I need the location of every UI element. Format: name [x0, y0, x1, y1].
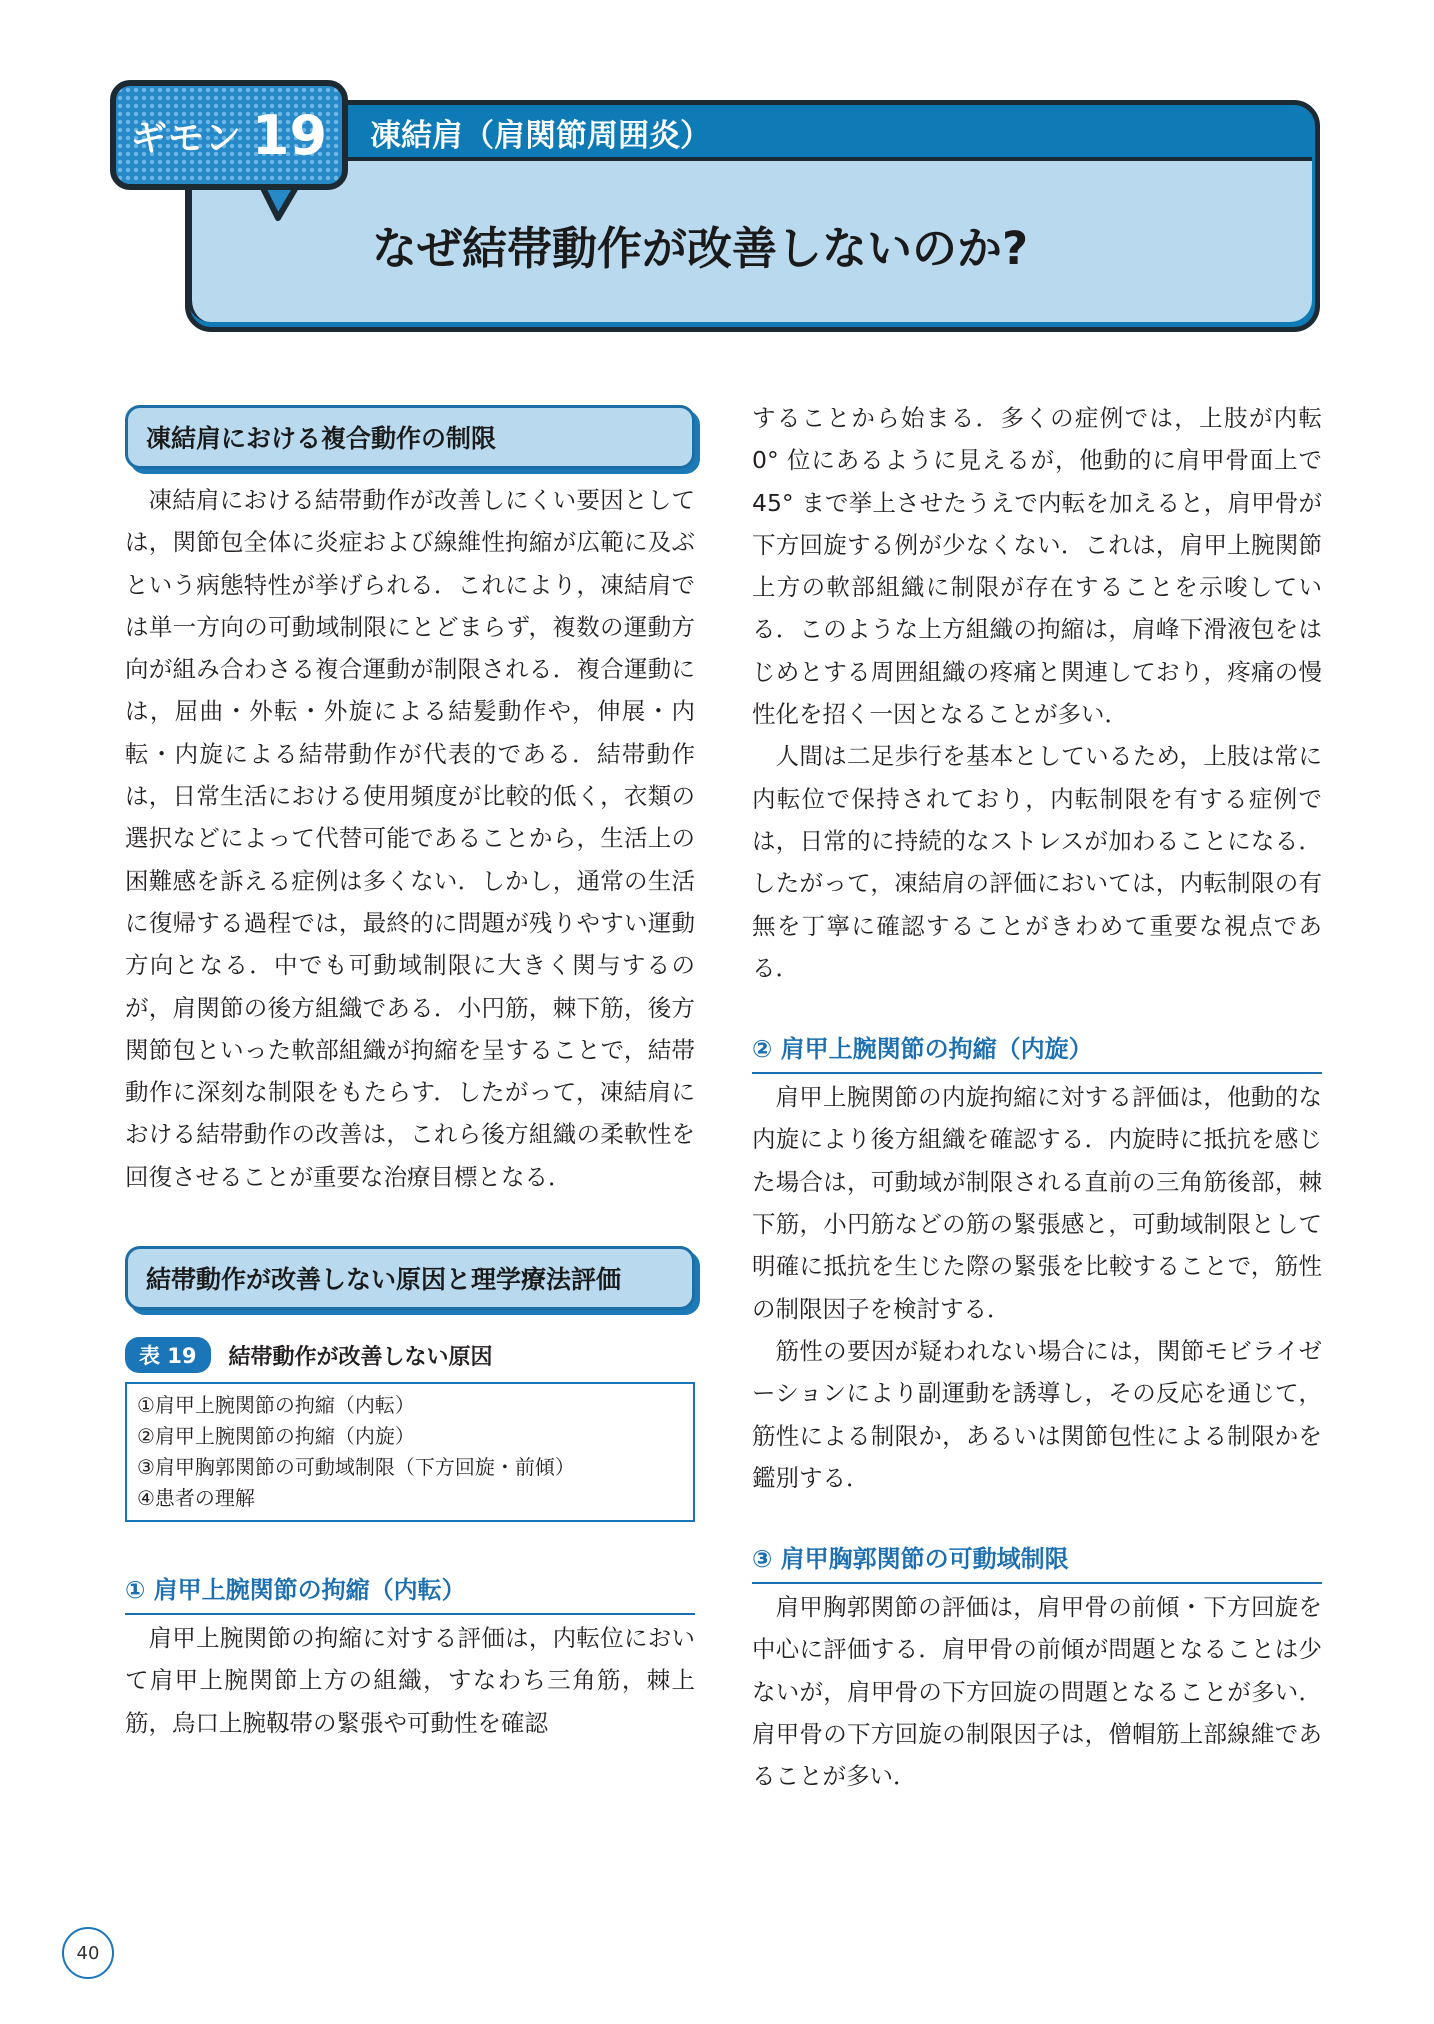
- list-item: ②肩甲上腕関節の拘縮（内旋）: [137, 1424, 415, 1449]
- table-label: 表 19: [125, 1337, 211, 1373]
- gimon-badge: [110, 80, 348, 190]
- list-item: ③肩甲胸郭関節の可動域制限（下方回旋・前傾）: [137, 1455, 575, 1480]
- section-heading-causes: 結帯動作が改善しない原因と理学療法評価: [125, 1246, 695, 1310]
- page-number: 40: [62, 1927, 114, 1979]
- header-category: 凍結肩（肩関節周囲炎）: [370, 118, 711, 154]
- sub2-paragraph-2: 筋性の要因が疑われない場合には，関節モビライゼーションにより副運動を誘導し，その反応を通じて，筋性による制限か，あるいは関節包性による制限かを鑑別する．: [752, 1336, 1322, 1492]
- right-column: [752, 397, 1322, 1798]
- list-item: ①肩甲上腕関節の拘縮（内転）: [137, 1393, 415, 1418]
- section1-paragraph: 凍結肩における結帯動作が改善しにくい要因としては，関節包全体に炎症および線維性拘縮が広範に及ぶという病態特性が挙げられる．これにより，凍結肩では単一方向の可動域制限にとどまらず，複数の運動方向が組み合わさる複合運動が制限される．複合運動には，屈曲・外転・外旋による結髪動作や，伸展・内転・内旋による結帯動作が代表的である．結帯動作は，日常生活における使用頻度が比較的低く，衣類の選択などによって代替可能であることから，生活上の困難感を訴える症例は多くない．しかし，通常の生活に復帰する過程では，最終的に問題が残りやすい運動方向となる．中でも可動域制限に大きく関与するのが，肩関節の後方組織である．小円筋，棘下筋，後方関節包といった軟部組織が拘縮を呈することで，結帯動作に深刻な制限をもたらす．したがって，凍結肩における結帯動作の改善は，これら後方組織の柔軟性を回復させることが重要な治療目標となる．: [125, 486, 695, 1191]
- sub1-paragraph-2: 人間は二足歩行を基本としているため，上肢は常に内転位で保持されており，内転制限を有する症例では，日常的に持続的なストレスが加わることになる．したがって，凍結肩の評価においては，内転制限の有無を丁寧に確認することがきわめて重要な視点である．: [752, 742, 1322, 982]
- causes-table: [125, 1382, 695, 1522]
- badge-word: ギモン: [130, 117, 242, 159]
- sub1-paragraph-continued: することから始まる．多くの症例では，上肢が内転 0° 位にあるように見えるが，他動的に肩甲骨面上で 45° まで挙上させたうえで内転を加えると，肩甲骨が下方回旋する例が少なくない．これは，肩甲上腕関節上方の軟部組織に制限が存在することを示唆している．このような上方組織の拘縮は，肩峰下滑液包をはじめとする周囲組織の疼痛と関連しており，疼痛の慢性化を招く一因となることが多い．: [752, 404, 1322, 729]
- sub3-paragraph-1: 肩甲胸郭関節の評価は，肩甲骨の前傾・下方回旋を中心に評価する．肩甲骨の前傾が問題となることは少ないが，肩甲骨の下方回旋の問題となることが多い．肩甲骨の下方回旋の制限因子は，僧帽筋上部線維であることが多い．: [752, 1593, 1322, 1791]
- subheading-internal-rotation: ② 肩甲上腕関節の拘縮（内旋）: [752, 1029, 1322, 1074]
- table-title: 結帯動作が改善しない原因: [228, 1344, 493, 1370]
- left-column: [125, 405, 695, 1744]
- subheading-adduction: ① 肩甲上腕関節の拘縮（内転）: [125, 1570, 695, 1615]
- sub2-paragraph-1: 肩甲上腕関節の内旋拘縮に対する評価は，他動的な内旋により後方組織を確認する．内旋時に抵抗を感じた場合は，可動域が制限される直前の三角筋後部，棘下筋，小円筋などの筋の緊張感と，可動域制限として明確に抵抗を生じた際の緊張を比較することで，筋性の制限因子を検討する．: [752, 1083, 1322, 1323]
- table-caption: [125, 1338, 695, 1372]
- badge-number: 19: [251, 103, 328, 167]
- section-heading-restriction: 凍結肩における複合動作の制限: [125, 405, 695, 469]
- sub1-paragraph-start: 肩甲上腕関節の拘縮に対する評価は，内転位において肩甲上腕関節上方の組織，すなわち三角筋，棘上筋，烏口上腕靱帯の緊張や可動性を確認: [125, 1624, 695, 1737]
- list-item: ④患者の理解: [137, 1486, 255, 1511]
- page-title: なぜ結帯動作が改善しないのか?: [372, 222, 1029, 275]
- subheading-scapulothoracic: ③ 肩甲胸郭関節の可動域制限: [752, 1539, 1322, 1584]
